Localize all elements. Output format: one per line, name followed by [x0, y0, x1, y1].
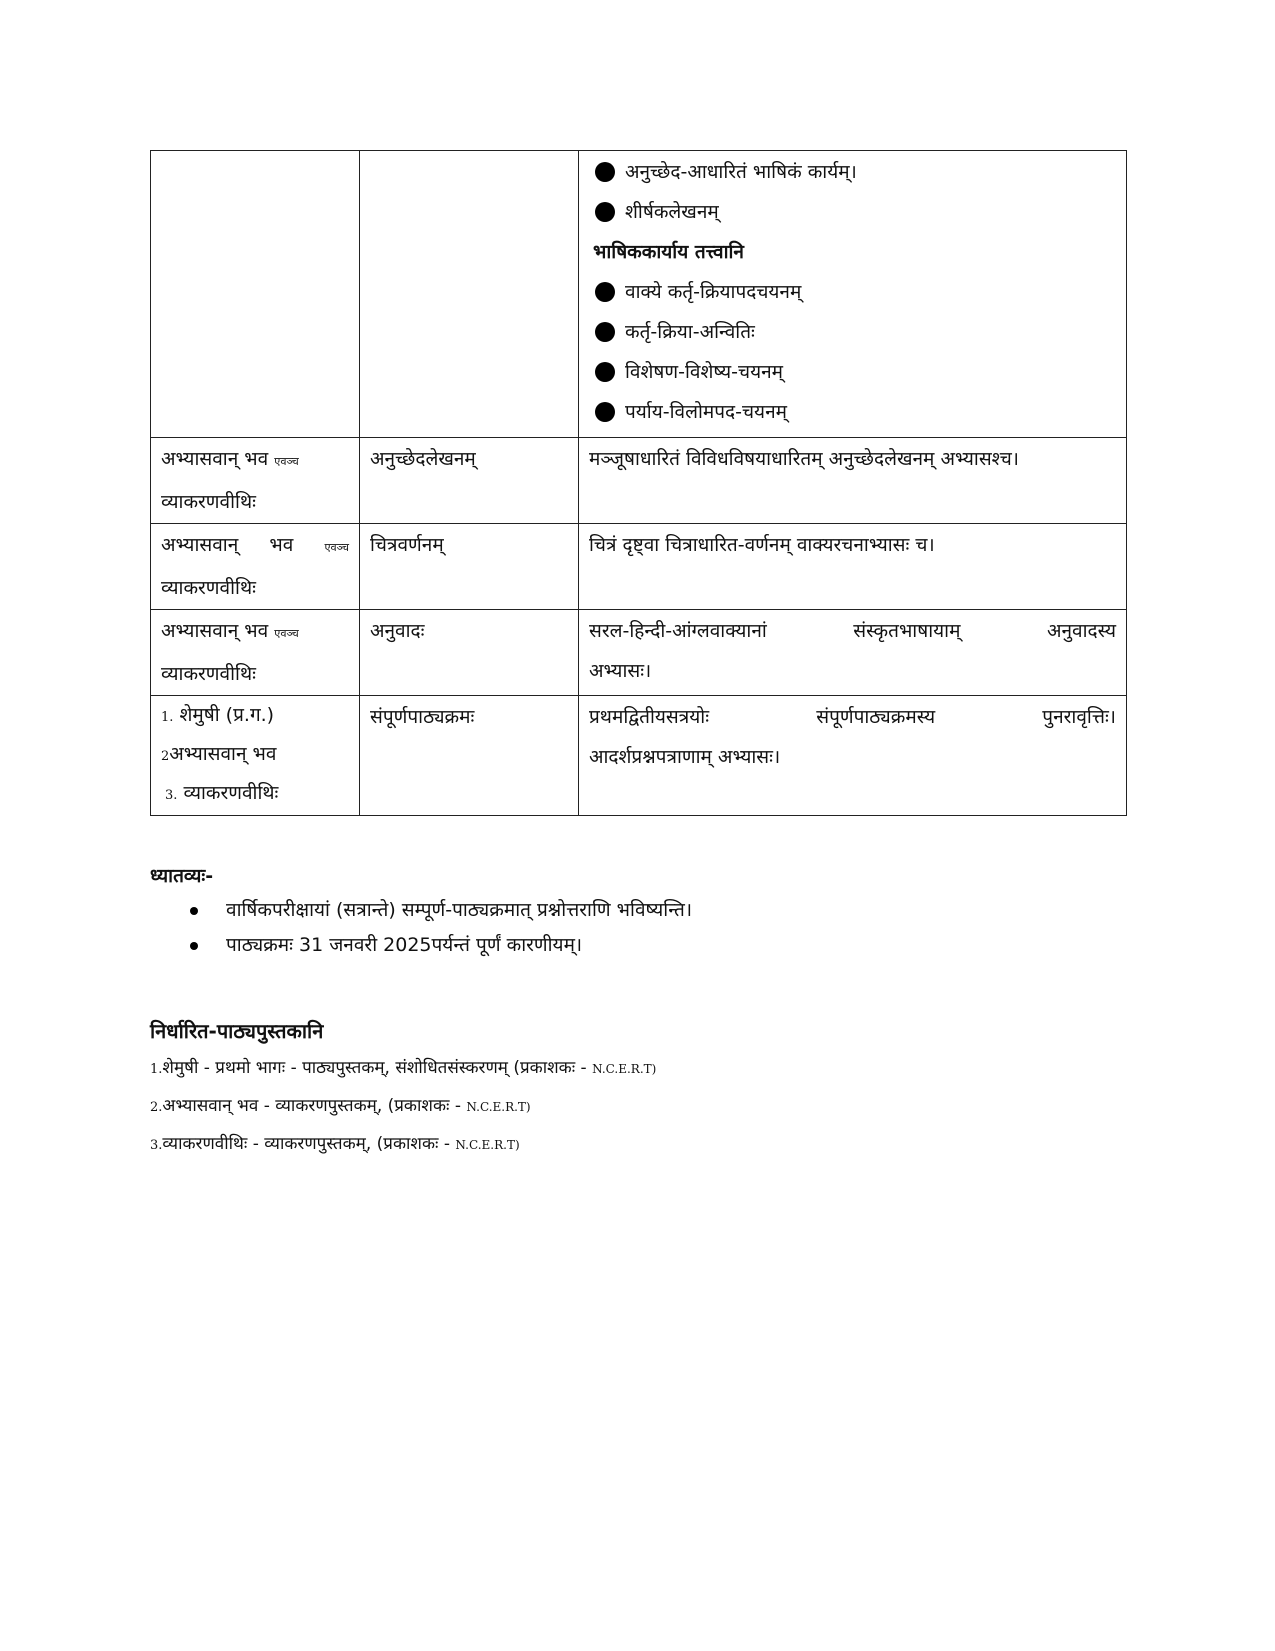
table-cell-topic: अनुच्छेदलेखनम्	[360, 438, 579, 524]
book-item: 1.शेमुषी - प्रथमो भागः - पाठ्यपुस्तकम्, संशोधितसंस्करणम् (प्रकाशकः - N.C.E.R.T)	[150, 1058, 657, 1078]
bullet-icon	[595, 162, 615, 182]
table-row	[151, 438, 1127, 524]
table-cell-topic: अनुवादः	[360, 610, 579, 696]
bullet-icon	[190, 942, 198, 950]
table-row	[151, 524, 1127, 610]
table-cell-topic: चित्रवर्णनम्	[360, 524, 579, 610]
books-list	[150, 1050, 656, 1164]
table-cell-book: अभ्यासवान् भव एवञ्च व्याकरणवीथिः	[151, 438, 360, 524]
table-cell-details	[579, 151, 1127, 438]
list-item: वाक्ये कर्तृ-क्रियापदचयनम्	[589, 272, 1116, 312]
list-item: पर्याय-विलोमपद-चयनम्	[589, 392, 1116, 432]
list-item: कर्तृ-क्रिया-अन्वितिः	[589, 312, 1116, 352]
notes-list	[150, 893, 692, 963]
table-cell-book: अभ्यासवान् भव एवञ्च व्याकरणवीथिः	[151, 524, 360, 610]
table-cell-book	[151, 696, 360, 816]
syllabus-table	[150, 150, 1127, 816]
table-cell-book	[151, 151, 360, 438]
table-row	[151, 696, 1127, 816]
table-cell-topic: संपूर्णपाठ्यक्रमः	[360, 696, 579, 816]
bullet-icon	[595, 282, 615, 302]
bullet-icon	[595, 322, 615, 342]
task-list	[589, 152, 1116, 232]
notes-heading: ध्यातव्यः-	[150, 865, 214, 887]
list-item: शीर्षकलेखनम्	[589, 192, 1116, 232]
table-cell-details: प्रथमद्वितीयसत्रयोः संपूर्णपाठ्यक्रमस्य पुनरावृत्तिः। आदर्शप्रश्नपत्राणाम् अभ्यासः।	[579, 696, 1127, 816]
books-heading: निर्धारित-पाठ्यपुस्तकानि	[150, 1019, 324, 1043]
subheading: भाषिककार्याय तत्त्वानि	[593, 241, 744, 263]
list-item: विशेषण-विशेष्य-चयनम्	[589, 352, 1116, 392]
bullet-icon	[595, 402, 615, 422]
list-item: वार्षिकपरीक्षायां (सत्रान्ते) सम्पूर्ण-पाठ्यक्रमात् प्रश्नोत्तराणि भविष्यन्ति।	[150, 893, 692, 928]
bullet-icon	[595, 202, 615, 222]
table-row	[151, 610, 1127, 696]
book-item: 2अभ्यासवान् भव	[161, 743, 277, 765]
book-item: 3. व्याकरणवीथिः	[165, 782, 279, 804]
table-cell-details: सरल-हिन्दी-आंग्लवाक्यानां संस्कृतभाषायाम् अनुवादस्य अभ्यासः।	[579, 610, 1127, 696]
table-cell-details: मञ्जूषाधारितं विविधविषयाधारितम् अनुच्छेदलेखनम् अभ्यासश्च।	[579, 438, 1127, 524]
table-cell-topic	[360, 151, 579, 438]
bullet-icon	[595, 362, 615, 382]
book-item: 3.व्याकरणवीथिः - व्याकरणपुस्तकम्, (प्रकाशकः - N.C.E.R.T)	[150, 1134, 520, 1154]
book-item: 2.अभ्यासवान् भव - व्याकरणपुस्तकम्, (प्रकाशकः - N.C.E.R.T)	[150, 1096, 531, 1116]
list-item: अनुच्छेद-आधारितं भाषिकं कार्यम्।	[589, 152, 1116, 192]
table-row	[151, 151, 1127, 438]
element-list	[589, 272, 1116, 432]
table-cell-book: अभ्यासवान् भव एवञ्च व्याकरणवीथिः	[151, 610, 360, 696]
book-item: 1. शेमुषी (प्र.ग.)	[161, 704, 275, 726]
list-item: पाठ्यक्रमः 31 जनवरी 2025पर्यन्तं पूर्णं कारणीयम्।	[150, 928, 692, 963]
bullet-icon	[190, 907, 198, 915]
table-cell-details: चित्रं दृष्ट्वा चित्राधारित-वर्णनम् वाक्यरचनाभ्यासः च।	[579, 524, 1127, 610]
